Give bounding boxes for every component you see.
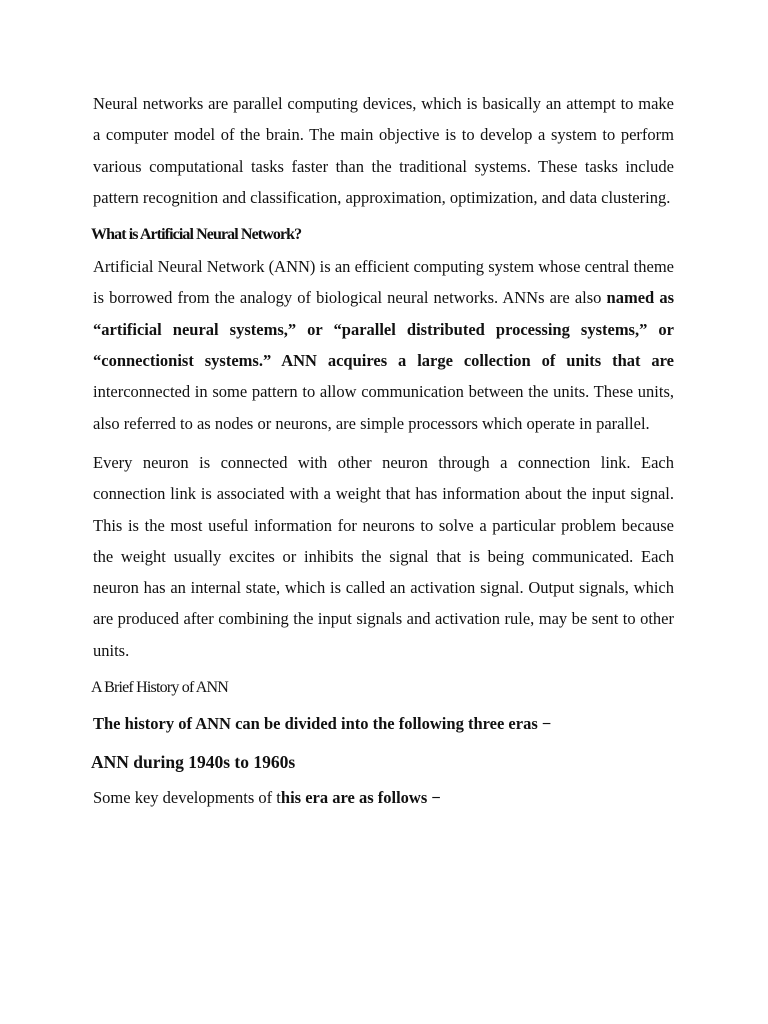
ann-definition-paragraph — [93, 251, 674, 439]
ann-definition-text-2: interconnected in some pattern to allow communication between the units. These units, also referred to as nodes or neurons, are simple processors which operate in parallel. — [93, 382, 674, 433]
heading-era-1940s-1960s: ANN during 1940s to 1960s — [91, 752, 296, 773]
key-developments-text — [93, 784, 674, 812]
document-page — [93, 88, 674, 812]
heading-what-is-ann: What is Artificial Neural Network? — [91, 226, 302, 244]
heading-brief-history: A Brief History of ANN — [91, 679, 229, 697]
intro-paragraph: Neural networks are parallel computing devices, which is basically an attempt to make a computer model of the brain. The main objective is to develop a system to perform various computational tasks faster than the traditional systems. These tasks include pattern recognition and classification, approximation, optimization, and data clustering. — [93, 94, 674, 207]
ann-definition-bold-text: named as “artificial neural systems,” or “parallel distributed processing systems,” or “connectionist systems.” ANN acquires a large collection of units that are — [93, 288, 674, 371]
neuron-connection-paragraph: Every neuron is connected with other neuron through a connection link. Each connection link is associated with a weight that has information about the input signal. This is the most useful information for neurons to solve a particular problem because the weight usually excites or inhibits the signal that is being communicated. Each neuron has an internal state, which is called an activation signal. Output signals, which are produced after combining the input signals and activation rule, may be sent to other units. — [93, 452, 674, 660]
ann-definition-text-1: Artificial Neural Network (ANN) is an efficient computing system whose central theme is borrowed from the analogy of biological neural networks. ANNs are also — [93, 257, 674, 308]
key-developments-bold-text: his era are as follows − — [280, 788, 441, 808]
history-intro-text: The history of ANN can be divided into the following three eras − — [93, 714, 552, 734]
key-developments-text-1: Some key developments of t — [93, 788, 281, 808]
